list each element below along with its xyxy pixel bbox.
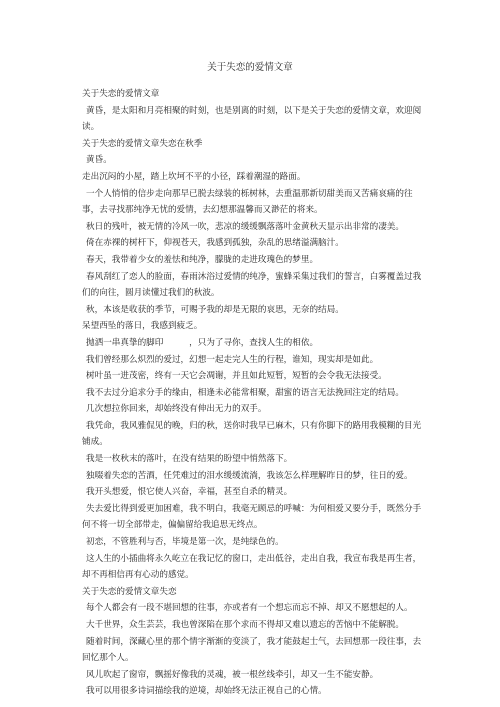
- paragraph: 呆望西坠的落日，我感到疲乏。: [82, 321, 203, 332]
- paragraph: 春天，我带着少女的羞怯和纯净，朦胧的走进玫瑰色的梦里。: [86, 254, 319, 265]
- paragraph: 大千世界，众生芸芸，我也曾深陷在那个求而不得却又难以遗忘的苦恼中不能解脱。: [86, 620, 404, 630]
- document-title: 关于失恋的爱情文章: [207, 62, 293, 73]
- paragraph: 我们曾经那么炽烈的爱过，幻想一起走完人生的行程，谁知，现实却是如此。: [86, 354, 379, 365]
- paragraph: 抛洒一串真挚的脚印 ，只为了寻你，查找人生的相依。: [86, 337, 319, 348]
- paragraph: 几次想拉你回来，却始终没有伸出无力的双手。: [86, 404, 267, 415]
- paragraph: 春风刮红了恋人的脸面，春雨沐浴过爱情的纯净，蜜蜂采集过我们的誓言，白雾覆盖过我们的向往，圆月读懂过我们的秋波。: [82, 271, 422, 299]
- paragraph: 我凭命，我风雅侃见的晚，归的秋，送你时我早已麻木，只有你脚下的路用我模糊的目光铺成。: [82, 420, 422, 448]
- article-body: [82, 86, 422, 700]
- paragraph: 一个人悄悄的信步走向那早已脱去绿装的栎树林，去重温那新切甜美而又苦痛哀痛的往事，去寻找那纯净无忧的爱情，去幻想那温馨而又渺茫的将来。: [82, 188, 413, 216]
- paragraph: 每个人都会有一段不堪回想的往事，亦或者有一个想忘而忘不掉、却又不愿想起的人。: [86, 603, 413, 614]
- paragraph: 初恋，不管胜利与否，毕境是第一次，是纯绿色的。: [86, 537, 284, 548]
- paragraph: 失去爱比得到爱更加困难，我不明白，我毫无顾忌的呼喊：为何相爱又要分手，既然分手何不将一切全部带走，偏偏留给我追思无终点。: [82, 503, 422, 531]
- paragraph: 秋，本该是收获的季节，可赐予我的却是无限的哀思，无奈的结局。: [86, 304, 344, 315]
- paragraph: 走出沉闷的小屋，踏上坎坷不平的小径，踩着潮湿的路面。: [82, 171, 306, 182]
- paragraph: 关于失恋的爱情文章失恋在秋季: [82, 138, 203, 149]
- paragraph: 随着时间，深藏心里的那个情字渐渐的变淡了，我才能鼓起士气，去回想那一段往事，去回忆那个人。: [82, 636, 422, 664]
- paragraph: 风儿吹起了窗帘，飘摇好像我的灵魂，被一根丝线牵引，却又一生不能安静。: [86, 669, 379, 680]
- paragraph: 关于失恋的爱情文章: [82, 89, 160, 99]
- paragraph: 黄昏，是太阳和月亮相聚的时刻，也是别离的时刻，以下是关于失恋的爱情文章，欢迎阅读。: [82, 105, 422, 133]
- paragraph: 秋日的残叶，被无情的冷风一吹，悲凉的缓缓飘落落叶金黄秋天显示出非常的凄美。: [86, 221, 404, 232]
- paragraph: 这人生的小插曲将永久屹立在我记忆的窗口，走出低谷，走出自我，我宣布我是再生者，却不再相信再有心动的感觉。: [82, 553, 422, 581]
- paragraph: 我可以用很多诗词描绘我的逆境，却始终无法正视自己的心情。: [86, 686, 327, 697]
- paragraph: 倚在赤裸的树杆下，仰视苍天，我感到孤独，杂乱的思绪溢满脑汁。: [86, 238, 344, 249]
- paragraph: 我开头想爱，恨它使人兴奋，幸福，甚至自杀的精灵。: [86, 487, 293, 498]
- paragraph: 黄昏。: [86, 155, 112, 166]
- paragraph: 我是一枚秋末的落叶，在没有结果的盼望中悄然落下。: [86, 454, 293, 465]
- paragraph: 独啜着失恋的苦酒，任凭难过的泪水缓缓流淌，我该怎么样理解昨日的梦，往日的爱。: [86, 470, 413, 481]
- paragraph: 树叶虽一进茂密，终有一天它会凋谢，并且如此短暂，短暂的会令我无法接受。: [86, 371, 387, 382]
- paragraph: 我不去过分追求分手的缘由，相逢未必能常相聚，甜蜜的语言无法挽回注定的结局。: [86, 387, 404, 398]
- paragraph: 关于失恋的爱情文章失恋: [82, 586, 177, 597]
